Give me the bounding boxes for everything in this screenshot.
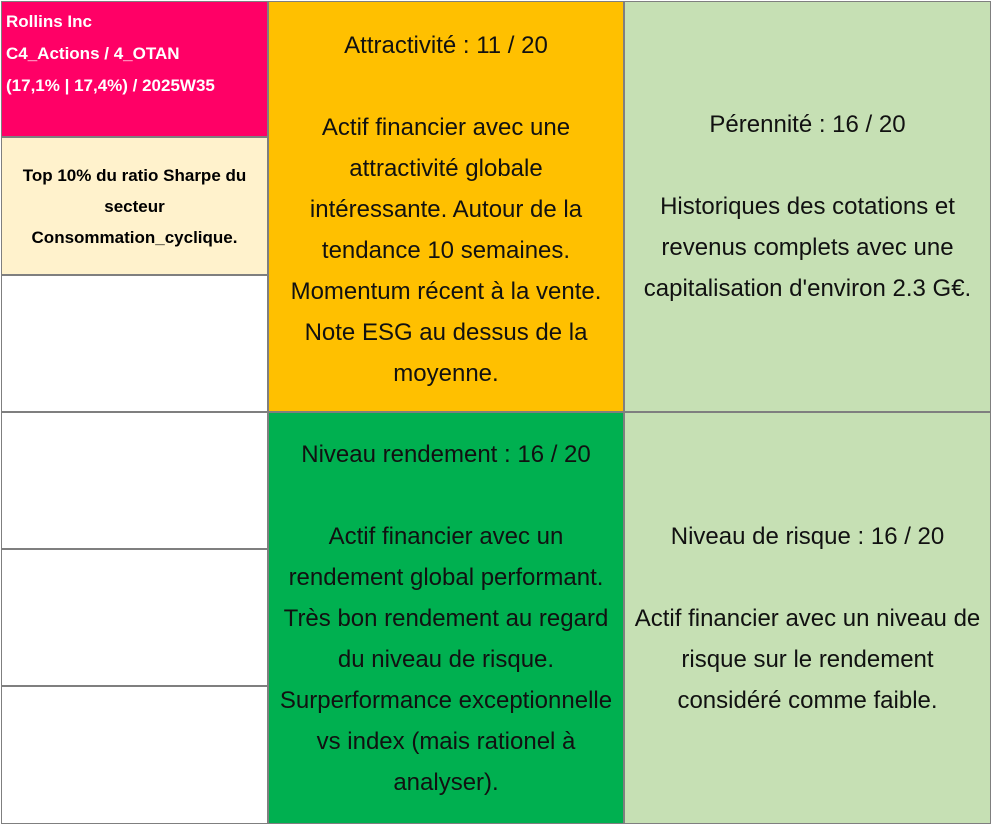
empty-cell (1, 412, 268, 549)
rendement-line: analyser). (393, 769, 499, 796)
risque-line: considéré comme faible. (677, 686, 938, 714)
rendement-line: Surperformance exceptionnelle (279, 687, 613, 714)
company-name: Rollins Inc (6, 12, 92, 31)
empty-cell (1, 549, 268, 686)
perennite-line: Historiques des cotations et (660, 193, 955, 220)
risque-line: risque sur le rendement (681, 645, 934, 673)
risque-line: Actif financier avec un niveau de (634, 604, 981, 632)
perennite-line: revenus complets avec une (661, 234, 954, 261)
sharpe-note-cell (1, 137, 268, 275)
empty-cell (1, 275, 268, 412)
perennite-cell (624, 1, 991, 412)
risque-cell (624, 412, 991, 824)
attractivite-line: intéressante. Autour de la (309, 196, 583, 223)
attractivite-line: moyenne. (393, 360, 499, 387)
company-category: C4_Actions / 4_OTAN (6, 44, 180, 63)
rendement-line: vs index (mais rationel à (316, 728, 576, 755)
perennite-title: Pérennité : 16 / 20 (709, 111, 906, 138)
rendement-line: du niveau de risque. (337, 646, 555, 673)
risque-title: Niveau de risque : 16 / 20 (670, 522, 945, 550)
company-header-cell (1, 1, 268, 137)
rendement-line: rendement global performant. (288, 564, 604, 591)
rendement-cell (268, 412, 624, 824)
company-stats: (17,1% | 17,4%) / 2025W35 (6, 76, 215, 95)
rendement-line: Très bon rendement au regard (283, 605, 609, 632)
attractivite-line: Note ESG au dessus de la (304, 319, 588, 346)
sharpe-note: Top 10% du ratio Sharpe du secteur Consommation_cyclique. (22, 165, 247, 247)
attractivite-line: tendance 10 semaines. (321, 237, 571, 264)
attractivite-line: Actif financier avec une (321, 114, 571, 141)
rendement-line: Actif financier avec un (328, 523, 564, 550)
empty-cell (1, 686, 268, 824)
perennite-line: capitalisation d'environ 2.3 G€. (643, 275, 972, 302)
attractivite-line: attractivité globale (349, 155, 543, 182)
company-header (2, 2, 267, 106)
attractivite-title: Attractivité : 11 / 20 (344, 32, 548, 59)
attractivite-cell (268, 1, 624, 412)
attractivite-line: Momentum récent à la vente. (290, 278, 602, 305)
rendement-title: Niveau rendement : 16 / 20 (301, 441, 591, 468)
